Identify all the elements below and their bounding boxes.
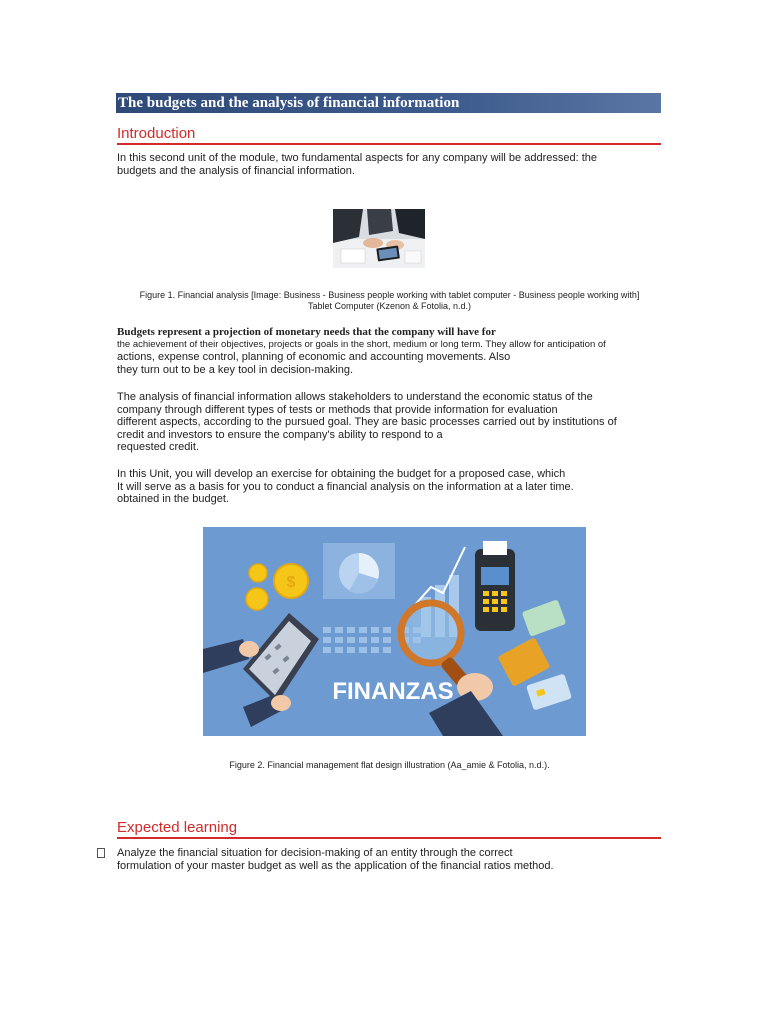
title-bar <box>116 93 661 113</box>
paragraph-line: In this Unit, you will develop an exercise for obtaining the budget for a proposed case, which <box>117 468 566 480</box>
caption-line: Tablet Computer (Kzenon & Fotolia, n.d.) <box>307 301 472 311</box>
financial-management-illustration <box>203 527 586 736</box>
business-people-tablet-image <box>333 209 425 268</box>
paragraph-line: obtained in the budget. <box>117 493 229 505</box>
budgets-paragraph <box>117 326 662 376</box>
bullet-box-icon <box>97 848 105 858</box>
figure-1-caption <box>117 290 662 312</box>
caption-line: Figure 1. Financial analysis [Image: Business - Business people working with tablet computer - Business people working with] <box>139 290 640 300</box>
paragraph-line: actions, expense control, planning of economic and accounting movements. Also <box>117 351 511 363</box>
paragraph-line: different aspects, according to the pursued goal. They are basic processes carried out by institutions of <box>117 416 617 428</box>
unit-paragraph <box>117 468 662 506</box>
paragraph-line: budgets and the analysis of financial information. <box>117 164 355 177</box>
paragraph-line: The analysis of financial information allows stakeholders to understand the economic status of the <box>117 391 593 403</box>
paragraph-line: requested credit. <box>117 441 199 453</box>
introduction-heading: Introduction <box>117 125 196 142</box>
coin-dollar-icon: $ <box>286 574 296 591</box>
page-title: The budgets and the analysis of financial information <box>118 95 460 111</box>
finanzas-label: FINANZAS <box>332 678 454 705</box>
expected-learning-heading: Expected learning <box>117 819 238 836</box>
paragraph-line: formulation of your master budget as well as the application of the financial ratios method. <box>117 859 554 872</box>
paragraph-line: It will serve as a basis for you to conduct a financial analysis on the information at a later time. <box>117 480 574 493</box>
paragraph-line: credit and investors to ensure the company's ability to respond to a <box>117 428 443 441</box>
introduction-heading-block <box>117 125 661 145</box>
paragraph-line: the achievement of their objectives, projects or goals in the short, medium or long term. They allow for anticipation of <box>117 338 606 350</box>
budgets-bold-line: Budgets represent a projection of monetary needs that the company will have for <box>117 326 496 338</box>
figure-1-photo <box>333 209 425 268</box>
paragraph-line: Analyze the financial situation for decision-making of an entity through the correct <box>117 847 513 859</box>
figure-2-caption: Figure 2. Financial management flat design illustration (Aa_amie & Fotolia, n.d.). <box>229 760 550 770</box>
paragraph-line: company through different types of tests or methods that provide information for evaluation <box>117 403 558 416</box>
figure-2-illustration <box>203 527 586 736</box>
expected-learning-heading-block <box>117 819 661 839</box>
paragraph-line: In this second unit of the module, two fundamental aspects for any company will be addressed: the <box>117 152 597 164</box>
analysis-paragraph <box>117 391 662 454</box>
expected-learning-item <box>117 847 662 872</box>
introduction-paragraph <box>117 152 662 177</box>
paragraph-line: they turn out to be a key tool in decision-making. <box>117 363 354 376</box>
